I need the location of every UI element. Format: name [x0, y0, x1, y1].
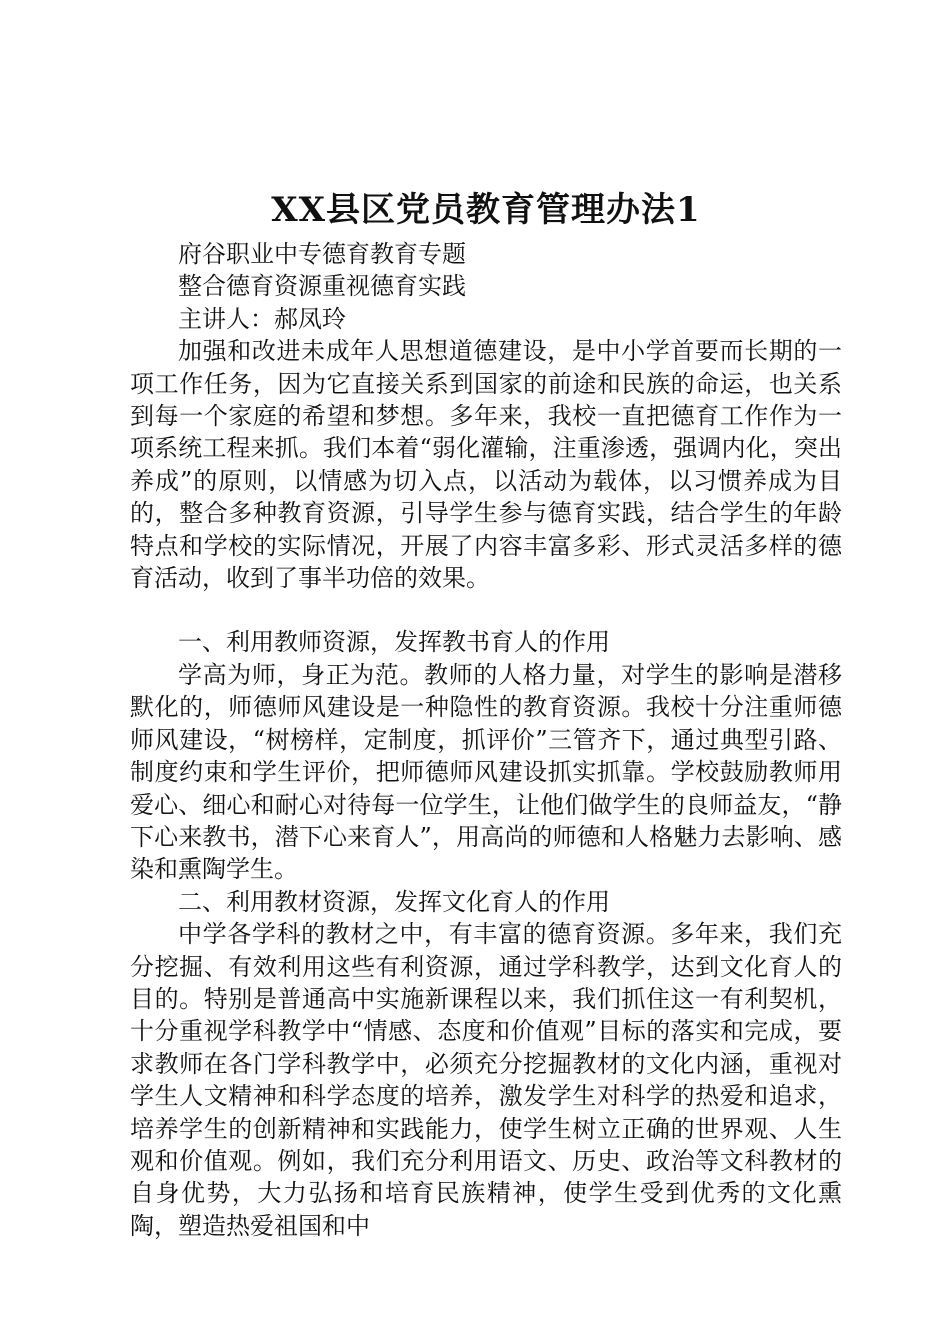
section-2-heading: 二、利用教材资源，发挥文化育人的作用	[178, 887, 610, 916]
section-1-body: 学高为师，身正为范。教师的人格力量，对学生的影响是潜移默化的，师德师风建设是一种隐性的教育资源。我校十分注重师德师风建设，“树榜样，定制度，抓评价”三管齐下，通过典型引路、制度约束和学生评价，把师德师风建设抓实抓靠。学校鼓励教师用爱心、细心和耐心对待每一位学生，让他们做学生的良师益友，“静下心来教书，潜下心来育人”，用高尚的师德和人格魅力去影响、感染和熏陶学生。	[130, 660, 842, 884]
paragraph-gap	[130, 594, 842, 626]
document-page	[130, 188, 842, 1242]
section-1-heading: 一、利用教师资源，发挥教书育人的作用	[178, 628, 610, 657]
intro-line-topic: 整合德育资源重视德育实践	[178, 272, 466, 301]
document-title: XX县区党员教育管理办法1	[271, 190, 701, 230]
intro-line-school: 府谷职业中专德育教育专题	[178, 240, 466, 268]
paragraph-intro: 加强和改进未成年人思想道德建设，是中小学首要而长期的一项工作任务，因为它直接关系到国家的前途和民族的命运，也关系到每一个家庭的希望和梦想。多年来，我校一直把德育工作作为一项系统工程来抓。我们本着“弱化灌输，注重渗透，强调内化，突出养成”的原则，以情感为切入点，以活动为载体，以习惯养成为目的，整合多种教育资源，引导学生参与德育实践，结合学生的年龄特点和学校的实际情况，开展了内容丰富多彩、形式灵活多样的德育活动，收到了事半功倍的效果。	[130, 337, 842, 593]
intro-line-speaker: 主讲人：郝凤玲	[178, 304, 346, 333]
section-2-body: 中学各学科的教材之中，有丰富的德育资源。多年来，我们充分挖掘、有效利用这些有利资源，通过学科教学，达到文化育人的目的。特别是普通高中实施新课程以来，我们抓住这一有利契机，十分重视学科教学中“情感、态度和价值观”目标的落实和完成，要求教师在各门学科教学中，必须充分挖掘教材的文化内涵，重视对学生人文精神和科学态度的培养，激发学生对科学的热爱和追求，培养学生的创新精神和实践能力，使学生树立正确的世界观、人生观和价值观。例如，我们充分利用语文、历史、政治等文科教材的自身优势，大力弘扬和培育民族精神，使学生受到优秀的文化熏陶，塑造热爱祖国和中	[130, 920, 842, 1240]
